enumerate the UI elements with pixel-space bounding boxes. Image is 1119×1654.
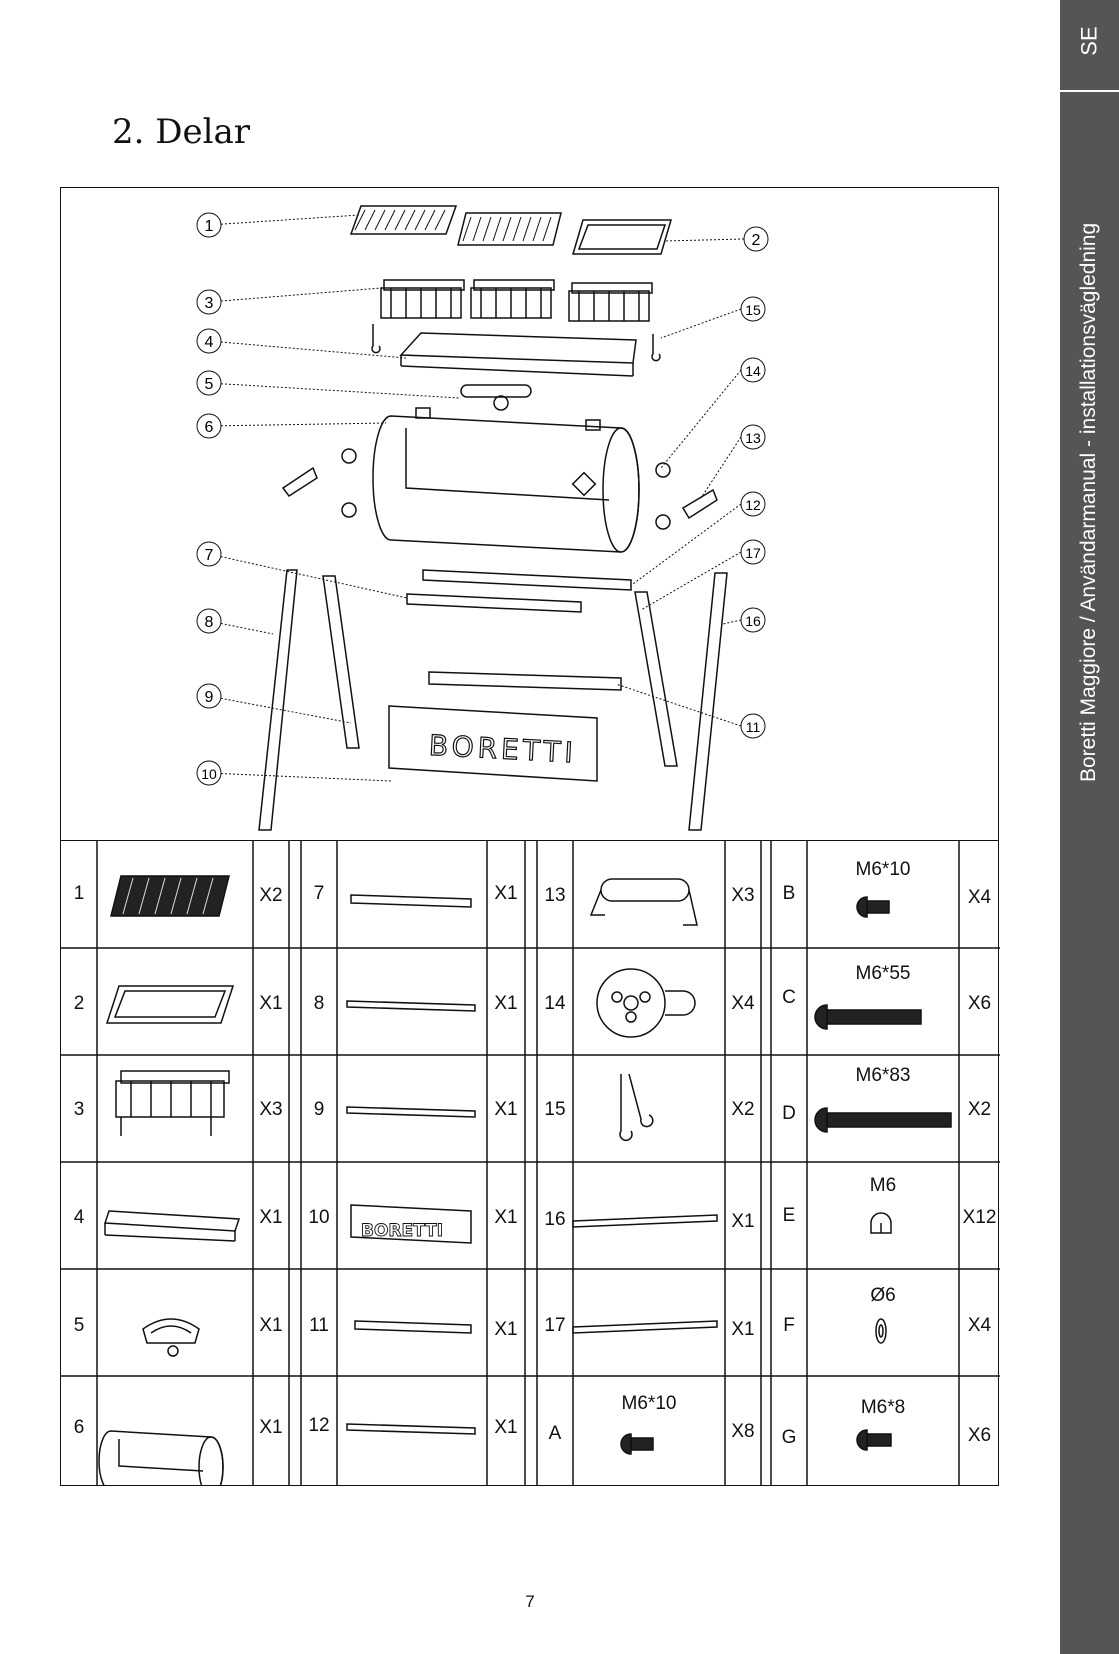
part-qty: X4 — [967, 1315, 992, 1336]
part-F-washer-icon — [876, 1319, 886, 1343]
part-id: 13 — [544, 885, 566, 906]
part-id: 3 — [73, 1099, 85, 1120]
part-spec: M6*55 — [855, 963, 911, 984]
parts-table — [60, 841, 999, 1486]
diagram-ash-tray — [573, 220, 671, 254]
part-id: 1 — [73, 883, 85, 904]
part-10-brand-text: BORETTI — [361, 1221, 444, 1241]
part-id: 15 — [544, 1099, 566, 1120]
manual-title: Boretti Maggiore / Användarmanual - installationsvägledning — [1077, 222, 1100, 782]
callout-4 — [197, 329, 221, 353]
svg-text:16: 16 — [745, 613, 761, 629]
callout-9 — [197, 684, 221, 708]
callout-17 — [741, 540, 765, 564]
part-E-nut-icon — [871, 1213, 891, 1233]
part-qty: X1 — [259, 993, 283, 1014]
part-qty: X12 — [962, 1207, 997, 1228]
diagram-hub-3 — [656, 463, 670, 477]
page-number: 7 — [525, 1592, 535, 1611]
parts-table-grid — [61, 841, 1000, 1486]
part-spec: M6*8 — [860, 1397, 906, 1418]
svg-text:9: 9 — [204, 689, 214, 706]
part-qty: X4 — [967, 887, 992, 908]
part-qty: X1 — [731, 1211, 755, 1232]
diagram-cooking-grid-2 — [458, 213, 561, 245]
part-5-thermometer-icon — [143, 1319, 199, 1356]
part-id: 9 — [313, 1099, 325, 1120]
part-spec: M6*83 — [855, 1065, 911, 1086]
diagram-hub-4 — [656, 515, 670, 529]
diagram-brand-text: BORETTI — [428, 728, 578, 770]
callout-16 — [741, 608, 765, 632]
part-qty: X6 — [967, 1425, 992, 1446]
part-qty: X3 — [731, 885, 755, 906]
svg-text:14: 14 — [745, 363, 761, 379]
part-qty: X1 — [494, 1417, 518, 1438]
part-11-rail-icon — [355, 1321, 471, 1333]
part-qty: X1 — [494, 1099, 518, 1120]
part-id: 5 — [73, 1315, 85, 1336]
part-qty: X3 — [259, 1099, 283, 1120]
callout-3 — [197, 290, 221, 314]
part-12-rail-icon — [347, 1424, 475, 1434]
part-id: 4 — [73, 1207, 85, 1228]
side-tab-divider — [1060, 90, 1119, 92]
part-8-leg-icon — [347, 1001, 475, 1011]
svg-text:7: 7 — [204, 547, 214, 564]
part-13-handle-icon — [591, 879, 697, 925]
callout-1 — [197, 213, 221, 237]
language-code: SE — [1076, 26, 1102, 56]
diagram-rail-12 — [423, 570, 631, 590]
part-qty: X1 — [494, 1207, 518, 1228]
svg-text:2: 2 — [751, 232, 761, 249]
part-id: A — [548, 1423, 562, 1444]
svg-text:11: 11 — [745, 719, 761, 735]
callout-2 — [744, 227, 768, 251]
diagram-thermometer-handle — [461, 385, 531, 410]
callout-14 — [741, 358, 765, 382]
page-title: 2. Delar — [112, 112, 251, 152]
part-qty: X1 — [494, 993, 518, 1014]
part-qty: X1 — [494, 1319, 518, 1340]
callout-15 — [741, 297, 765, 321]
part-G-bolt-icon — [857, 1430, 891, 1450]
part-A-bolt-icon — [621, 1434, 653, 1454]
part-id: E — [782, 1205, 796, 1226]
part-id: 7 — [313, 883, 325, 904]
part-16-leg-icon — [573, 1215, 717, 1227]
part-id: C — [782, 987, 796, 1008]
callout-markers — [197, 213, 768, 785]
svg-text:1: 1 — [204, 218, 214, 235]
part-1-grill-icon — [111, 876, 229, 916]
part-spec: M6*10 — [621, 1393, 677, 1414]
svg-text:15: 15 — [745, 302, 761, 318]
callout-13 — [741, 425, 765, 449]
callout-7 — [197, 542, 221, 566]
part-spec: M6 — [869, 1175, 897, 1196]
part-7-rail-icon — [351, 895, 471, 907]
svg-text:3: 3 — [204, 295, 214, 312]
diagram-rail-7 — [407, 594, 581, 612]
part-3-basket-icon — [116, 1071, 229, 1136]
callout-11 — [741, 714, 765, 738]
part-id: 2 — [73, 993, 85, 1014]
callout-10 — [197, 761, 221, 785]
diagram-leg-16 — [689, 573, 727, 830]
part-id: D — [782, 1103, 796, 1124]
part-qty: X4 — [731, 993, 755, 1014]
svg-text:17: 17 — [745, 545, 761, 561]
part-qty: X1 — [259, 1417, 283, 1438]
diagram-side-handle-left — [283, 468, 317, 496]
part-id: 14 — [544, 993, 566, 1014]
svg-text:5: 5 — [204, 376, 214, 393]
part-id: 6 — [73, 1417, 85, 1438]
part-id: 8 — [313, 993, 325, 1014]
diagram-hook-right — [652, 334, 660, 361]
part-qty: X1 — [494, 883, 518, 904]
diagram-leg-8 — [259, 570, 297, 830]
diagram-hub-1 — [342, 449, 356, 463]
svg-text:4: 4 — [204, 334, 214, 351]
diagram-hub-2 — [342, 503, 356, 517]
svg-text:10: 10 — [201, 766, 217, 782]
part-qty: X8 — [731, 1421, 755, 1442]
diagram-hook-left — [372, 324, 380, 353]
part-14-hub-icon — [597, 969, 695, 1037]
part-id: G — [781, 1427, 797, 1448]
callout-leaders — [209, 215, 744, 781]
part-id: F — [783, 1315, 795, 1336]
part-qty: X1 — [259, 1315, 283, 1336]
part-B-bolt-icon — [857, 897, 889, 917]
diagram-leg-9 — [323, 576, 359, 748]
callout-5 — [197, 371, 221, 395]
part-qty: X2 — [967, 1099, 992, 1120]
exploded-diagram-frame — [60, 187, 999, 841]
callout-12 — [741, 492, 765, 516]
part-qty: X1 — [259, 1207, 283, 1228]
part-2-tray-icon — [107, 986, 233, 1023]
part-id: 11 — [309, 1315, 329, 1336]
part-qty: X1 — [731, 1319, 755, 1340]
diagram-side-handle-right — [683, 490, 717, 518]
diagram-cooking-grid-1 — [351, 206, 456, 234]
diagram-charcoal-tray — [401, 333, 636, 376]
part-spec: M6*10 — [855, 859, 911, 880]
callout-8 — [197, 609, 221, 633]
part-id: 12 — [308, 1415, 330, 1436]
part-15-hook-icon — [620, 1074, 653, 1140]
diagram-rail-11 — [429, 672, 621, 690]
part-spec: Ø6 — [870, 1285, 896, 1306]
diagram-leg-17 — [635, 592, 677, 766]
part-qty: X6 — [967, 993, 992, 1014]
part-6-barrel-icon — [99, 1431, 223, 1486]
exploded-diagram — [61, 188, 1000, 842]
part-id: 16 — [544, 1209, 566, 1230]
part-D-bolt-icon — [815, 1108, 951, 1132]
svg-text:12: 12 — [745, 497, 761, 513]
diagram-charcoal-baskets — [381, 280, 652, 321]
part-qty: X2 — [731, 1099, 755, 1120]
part-C-bolt-icon — [815, 1005, 921, 1029]
part-4-tray-icon — [105, 1211, 239, 1241]
part-id: 10 — [308, 1207, 330, 1228]
svg-text:13: 13 — [745, 430, 761, 446]
callout-6 — [197, 414, 221, 438]
part-9-leg-icon — [347, 1107, 475, 1117]
svg-text:8: 8 — [204, 614, 214, 631]
diagram-barrel — [373, 408, 639, 552]
part-id: 17 — [544, 1315, 566, 1336]
part-17-leg-icon — [573, 1321, 717, 1333]
svg-text:6: 6 — [204, 419, 214, 436]
part-qty: X2 — [259, 885, 283, 906]
part-id: B — [782, 883, 796, 904]
